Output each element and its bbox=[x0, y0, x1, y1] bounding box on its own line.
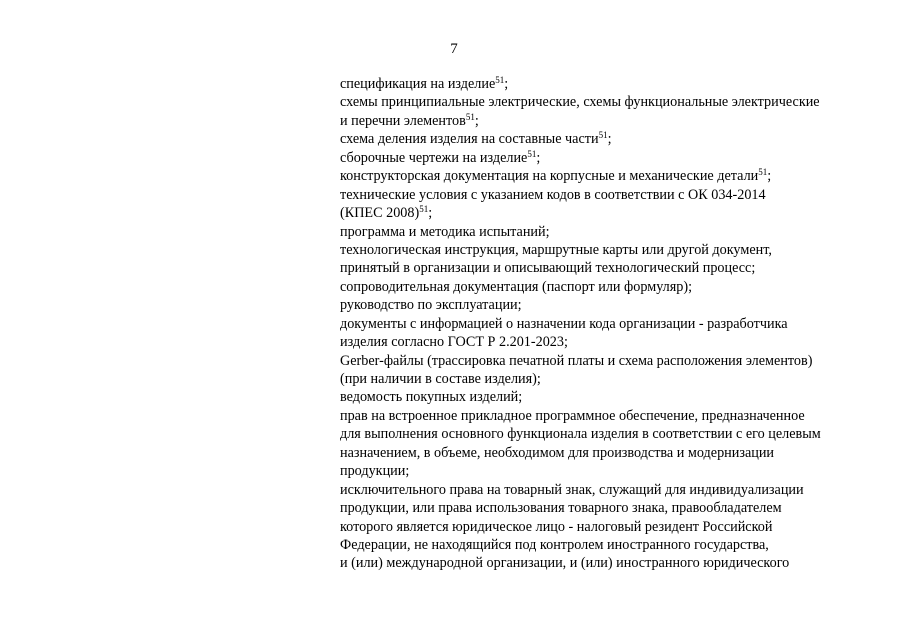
line-text: изделия согласно ГОСТ Р 2.201-2023; bbox=[340, 334, 568, 351]
text-line bbox=[340, 499, 880, 517]
line-text: руководство по эксплуатации; bbox=[340, 297, 522, 314]
line-text: для выполнения основного функционала изделия в соответствии с его целевым bbox=[340, 426, 821, 443]
line-punctuation: ; bbox=[767, 168, 772, 185]
text-line bbox=[340, 352, 880, 370]
text-line bbox=[340, 93, 880, 111]
text-line bbox=[340, 425, 880, 443]
text-line bbox=[340, 481, 880, 499]
text-line bbox=[340, 462, 880, 480]
line-text: Gerber-файлы (трассировка печатной платы и схема расположения элементов) bbox=[340, 352, 813, 369]
text-line bbox=[340, 112, 880, 130]
page-number: 7 bbox=[450, 41, 458, 57]
text-line bbox=[340, 444, 880, 462]
text-line bbox=[340, 186, 880, 204]
text-line bbox=[340, 167, 880, 185]
text-line bbox=[340, 75, 880, 93]
footnote-ref: 51 bbox=[598, 130, 608, 141]
text-line bbox=[340, 204, 880, 222]
line-punctuation: ; bbox=[607, 131, 612, 148]
line-text: исключительного права на товарный знак, служащий для индивидуализации bbox=[340, 481, 804, 498]
text-line bbox=[340, 315, 880, 333]
line-text: сопроводительная документация (паспорт или формуляр); bbox=[340, 278, 693, 295]
text-line bbox=[340, 130, 880, 148]
line-text: конструкторская документация на корпусные и механические детали bbox=[340, 168, 759, 185]
line-text: продукции; bbox=[340, 463, 410, 480]
line-text: продукции, или права использования товарного знака, правообладателем bbox=[340, 500, 782, 517]
line-punctuation: ; bbox=[504, 76, 509, 92]
line-text: программа и методика испытаний; bbox=[340, 223, 550, 240]
line-text: назначением, в объеме, необходимом для производства и модернизации bbox=[340, 444, 775, 461]
line-text: технические условия с указанием кодов в соответствии с ОК 034-2014 bbox=[340, 186, 766, 203]
document-body bbox=[340, 75, 880, 573]
text-line bbox=[340, 536, 880, 554]
text-line bbox=[340, 296, 880, 314]
line-text: ведомость покупных изделий; bbox=[340, 389, 523, 406]
text-line bbox=[340, 370, 880, 388]
line-punctuation: ; bbox=[474, 112, 479, 129]
line-text: и (или) международной организации, и (или) иностранного юридического bbox=[340, 555, 790, 572]
line-text: (при наличии в составе изделия); bbox=[340, 371, 541, 387]
line-text: схема деления изделия на составные части bbox=[340, 131, 599, 148]
footnote-ref: 51 bbox=[465, 111, 475, 122]
line-text: технологическая инструкция, маршрутные карты или другой документ, bbox=[340, 241, 772, 258]
line-text: документы с информацией о назначении кода организации - разработчика bbox=[340, 315, 788, 332]
line-text: принятый в организации и описывающий технологический процесс; bbox=[340, 260, 756, 277]
footnote-ref: 51 bbox=[527, 148, 537, 159]
text-line bbox=[340, 388, 880, 406]
line-punctuation: ; bbox=[536, 149, 541, 166]
text-line bbox=[340, 259, 880, 277]
line-text: Федерации, не находящийся под контролем иностранного государства, bbox=[340, 536, 769, 553]
line-text: (КПЕС 2008) bbox=[340, 205, 420, 222]
line-text: схемы принципиальные электрические, схемы функциональные электрические bbox=[340, 94, 820, 111]
footnote-ref: 51 bbox=[419, 204, 429, 215]
text-line bbox=[340, 149, 880, 167]
text-line bbox=[340, 278, 880, 296]
text-line bbox=[340, 407, 880, 425]
line-text: сборочные чертежи на изделие bbox=[340, 149, 528, 166]
line-text: спецификация на изделие bbox=[340, 76, 496, 92]
line-text: прав на встроенное прикладное программное обеспечение, предназначенное bbox=[340, 407, 805, 424]
footnote-ref: 51 bbox=[758, 167, 768, 178]
text-line bbox=[340, 223, 880, 241]
line-text: и перечни элементов bbox=[340, 112, 466, 129]
line-punctuation: ; bbox=[428, 205, 433, 222]
footnote-ref: 51 bbox=[495, 75, 505, 85]
text-line bbox=[340, 518, 880, 536]
text-line bbox=[340, 554, 880, 572]
text-line bbox=[340, 241, 880, 259]
line-text: которого является юридическое лицо - налоговый резидент Российской bbox=[340, 518, 773, 535]
text-line bbox=[340, 333, 880, 351]
